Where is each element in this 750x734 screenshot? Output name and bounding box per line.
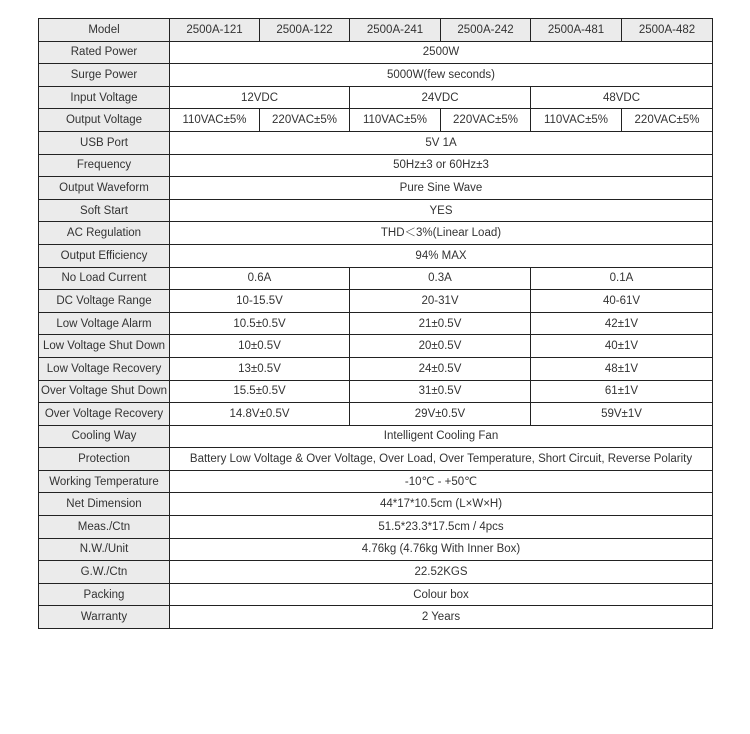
model-header-cell: 2500A-481 — [531, 19, 622, 42]
spec-row — [39, 583, 713, 606]
spec-value: Intelligent Cooling Fan — [170, 425, 713, 448]
model-header-cell: 2500A-242 — [441, 19, 531, 42]
spec-row — [39, 222, 713, 245]
spec-value: 29V±0.5V — [350, 403, 531, 426]
spec-value: 10±0.5V — [170, 335, 350, 358]
spec-row — [39, 199, 713, 222]
spec-row — [39, 244, 713, 267]
spec-label: Output Efficiency — [39, 244, 170, 267]
spec-value: 13±0.5V — [170, 357, 350, 380]
spec-label: Output Voltage — [39, 109, 170, 132]
spec-label: Meas./Ctn — [39, 516, 170, 539]
spec-value: 21±0.5V — [350, 312, 531, 335]
spec-value: 110VAC±5% — [531, 109, 622, 132]
spec-value: 220VAC±5% — [260, 109, 350, 132]
spec-row — [39, 267, 713, 290]
spec-row — [39, 425, 713, 448]
spec-value: 0.3A — [350, 267, 531, 290]
spec-value: 42±1V — [531, 312, 713, 335]
spec-value: 10.5±0.5V — [170, 312, 350, 335]
spec-row — [39, 335, 713, 358]
spec-value: 2500W — [170, 41, 713, 64]
spec-label: Input Voltage — [39, 86, 170, 109]
spec-row — [39, 177, 713, 200]
spec-label: USB Port — [39, 131, 170, 154]
spec-value: 48VDC — [531, 86, 713, 109]
spec-label: Protection — [39, 448, 170, 471]
spec-value: 24±0.5V — [350, 357, 531, 380]
spec-label: Low Voltage Shut Down — [39, 335, 170, 358]
spec-value: YES — [170, 199, 713, 222]
spec-label: Over Voltage Shut Down — [39, 380, 170, 403]
spec-label: No Load Current — [39, 267, 170, 290]
spec-label: Soft Start — [39, 199, 170, 222]
spec-row — [39, 448, 713, 471]
spec-value: 61±1V — [531, 380, 713, 403]
spec-row — [39, 154, 713, 177]
spec-value: 15.5±0.5V — [170, 380, 350, 403]
spec-value: 20-31V — [350, 290, 531, 313]
spec-row — [39, 493, 713, 516]
spec-table — [38, 18, 713, 629]
spec-value: -10℃ - +50℃ — [170, 470, 713, 493]
spec-value: 50Hz±3 or 60Hz±3 — [170, 154, 713, 177]
model-header-cell: 2500A-121 — [170, 19, 260, 42]
spec-label: Output Waveform — [39, 177, 170, 200]
spec-value: 220VAC±5% — [622, 109, 713, 132]
spec-value: 31±0.5V — [350, 380, 531, 403]
spec-value: 94% MAX — [170, 244, 713, 267]
spec-label: Packing — [39, 583, 170, 606]
spec-label: Rated Power — [39, 41, 170, 64]
model-header-cell: 2500A-241 — [350, 19, 441, 42]
spec-label: Cooling Way — [39, 425, 170, 448]
spec-value: 44*17*10.5cm (L×W×H) — [170, 493, 713, 516]
spec-value: 40±1V — [531, 335, 713, 358]
spec-row — [39, 357, 713, 380]
spec-value: 59V±1V — [531, 403, 713, 426]
spec-value: 110VAC±5% — [350, 109, 441, 132]
model-header-label: Model — [39, 19, 170, 42]
spec-label: N.W./Unit — [39, 538, 170, 561]
spec-row — [39, 403, 713, 426]
spec-value: 5V 1A — [170, 131, 713, 154]
spec-row — [39, 109, 713, 132]
spec-value: 220VAC±5% — [441, 109, 531, 132]
spec-row — [39, 538, 713, 561]
spec-value: 0.6A — [170, 267, 350, 290]
spec-row — [39, 561, 713, 584]
spec-label: G.W./Ctn — [39, 561, 170, 584]
spec-row — [39, 41, 713, 64]
spec-label: Warranty — [39, 606, 170, 629]
spec-value: 0.1A — [531, 267, 713, 290]
spec-value: 2 Years — [170, 606, 713, 629]
spec-value: Pure Sine Wave — [170, 177, 713, 200]
spec-value: Colour box — [170, 583, 713, 606]
model-header-cell: 2500A-482 — [622, 19, 713, 42]
spec-value: 24VDC — [350, 86, 531, 109]
spec-value: 48±1V — [531, 357, 713, 380]
spec-label: AC Regulation — [39, 222, 170, 245]
spec-value: 12VDC — [170, 86, 350, 109]
spec-value: 10-15.5V — [170, 290, 350, 313]
spec-label: Net Dimension — [39, 493, 170, 516]
spec-value: 5000W(few seconds) — [170, 64, 713, 87]
spec-value: 14.8V±0.5V — [170, 403, 350, 426]
spec-value: 51.5*23.3*17.5cm / 4pcs — [170, 516, 713, 539]
spec-label: Working Temperature — [39, 470, 170, 493]
spec-label: Over Voltage Recovery — [39, 403, 170, 426]
spec-value: 4.76kg (4.76kg With Inner Box) — [170, 538, 713, 561]
spec-row — [39, 606, 713, 629]
spec-row — [39, 380, 713, 403]
spec-row — [39, 290, 713, 313]
spec-value: Battery Low Voltage & Over Voltage, Over Load, Over Temperature, Short Circuit, Reverse Polarity — [170, 448, 713, 471]
spec-label: Surge Power — [39, 64, 170, 87]
spec-label: Frequency — [39, 154, 170, 177]
spec-row — [39, 131, 713, 154]
spec-value: THD＜3%(Linear Load) — [170, 222, 713, 245]
spec-label: Low Voltage Recovery — [39, 357, 170, 380]
spec-row — [39, 516, 713, 539]
spec-value: 22.52KGS — [170, 561, 713, 584]
spec-row — [39, 470, 713, 493]
spec-row — [39, 312, 713, 335]
spec-label: DC Voltage Range — [39, 290, 170, 313]
spec-row — [39, 64, 713, 87]
spec-value: 20±0.5V — [350, 335, 531, 358]
spec-value: 110VAC±5% — [170, 109, 260, 132]
spec-row — [39, 86, 713, 109]
spec-label: Low Voltage Alarm — [39, 312, 170, 335]
header-row — [39, 19, 713, 42]
spec-value: 40-61V — [531, 290, 713, 313]
model-header-cell: 2500A-122 — [260, 19, 350, 42]
